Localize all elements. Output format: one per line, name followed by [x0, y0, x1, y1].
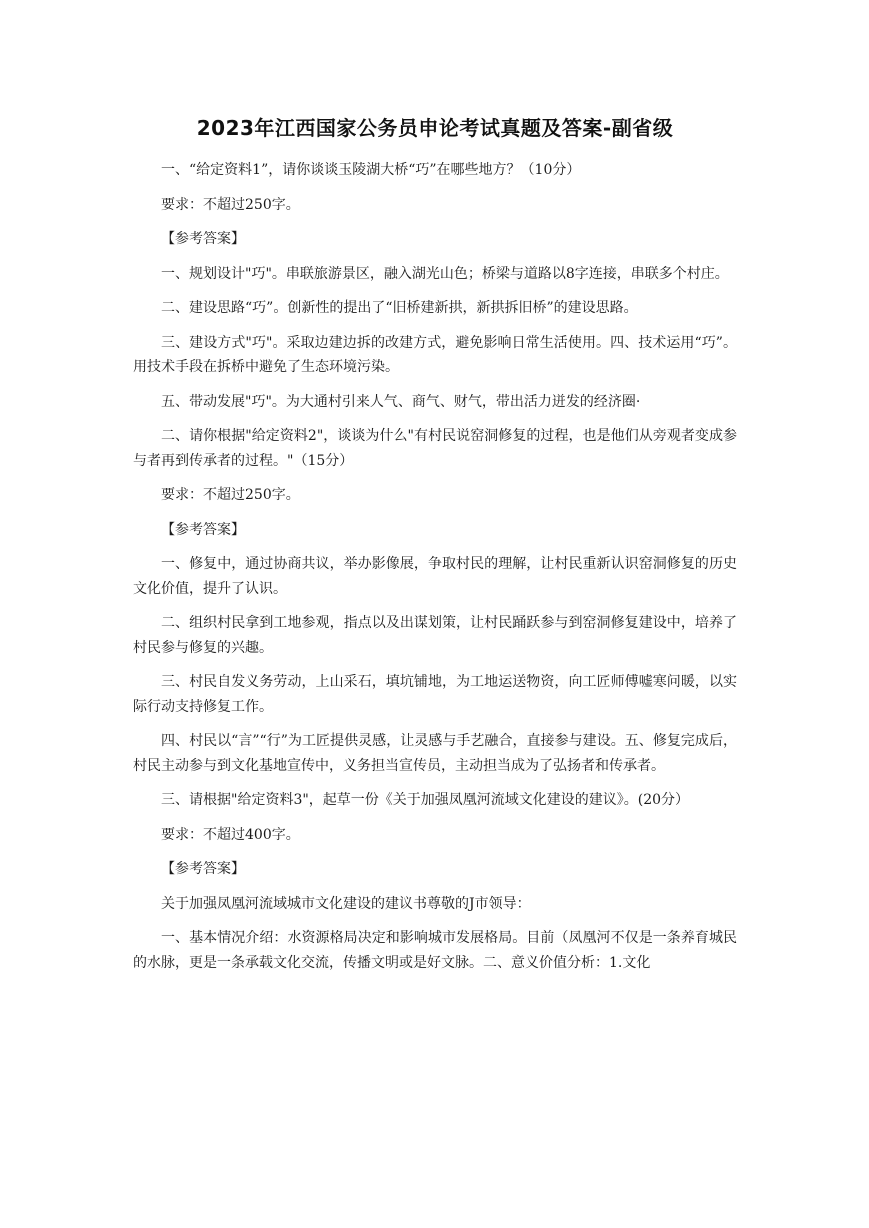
answer-3-heading: 【参考答案】 [161, 861, 245, 877]
answer-2-point-1: 一、修复中，通过协商共议，举办影像展，争取村民的理解，让村民重新认识窑洞修复的历史文化价值，提升了认识。 [133, 556, 737, 597]
question-2: 二、请你根据"给定资料2"，谈谈为什么"有村民说窑洞修复的过程，也是他们从旁观者变成参与者再到传承者的过程。"（15分） [133, 428, 737, 469]
answer-2-point-2: 二、组织村民拿到工地参观，指点以及出谋划策，让村民踊跃参与到窑洞修复建设中，培养了村民参与修复的兴趣。 [133, 615, 737, 656]
question-1-requirement: 要求：不超过250字。 [161, 196, 300, 213]
answer-1-point-1: 一、规划设计"巧"。串联旅游景区，融入湖光山色；桥梁与道路以8字连接，串联多个村庄。 [161, 265, 729, 282]
answer-2-point-4-5: 四、村民以“言”“行”为工匠提供灵感，让灵感与手艺融合，直接参与建设。五、修复完成后，村民主动参与到文化基地宣传中，义务担当宣传员，主动担当成为了弘扬者和传承者。 [133, 733, 737, 774]
answer-1-heading: 【参考答案】 [161, 231, 245, 247]
answer-3-point-1-2: 一、基本情况介绍：水资源格局决定和影响城市发展格局。目前（凤凰河不仅是一条养育城民的水脉，更是一条承载文化交流，传播文明或是好文脉。二、意义价值分析：1.文化 [133, 930, 737, 971]
answer-3-salutation: 关于加强凤凰河流域城市文化建设的建议书尊敬的J市领导： [161, 895, 531, 912]
answer-1-point-5: 五、带动发展"巧"。为大通村引来人气、商气、财气，带出活力迸发的经济圈· [161, 393, 641, 410]
answer-1-point-3-4: 三、建设方式"巧"。采取边建边拆的改建方式，避免影响日常生活使用。四、技术运用“巧”。用技术手段在拆桥中避免了生态环境污染。 [133, 334, 737, 375]
question-1: 一、“给定资料1”，请你谈谈玉陵湖大桥“巧”在哪些地方？（10分） [161, 162, 581, 178]
question-3: 三、请根据"给定资料3"，起草一份《关于加强凤凰河流域文化建设的建议》。(20分） [161, 792, 690, 808]
answer-1-point-2: 二、建设思路“巧”。创新性的提出了“旧桥建新拱，新拱拆旧桥”的建设思路。 [161, 300, 638, 316]
document-title: 2023年江西国家公务员申论考试真题及答案-副省级 [196, 116, 674, 140]
answer-2-heading: 【参考答案】 [161, 521, 245, 538]
document-body [133, 112, 737, 985]
answer-2-point-3: 三、村民自发义务劳动，上山采石，填坑铺地，为工地运送物资，向工匠师傅嘘寒问暖，以实际行动支持修复工作。 [133, 674, 737, 715]
question-2-requirement: 要求：不超过250字。 [161, 487, 300, 503]
question-3-requirement: 要求：不超过400字。 [161, 826, 300, 843]
